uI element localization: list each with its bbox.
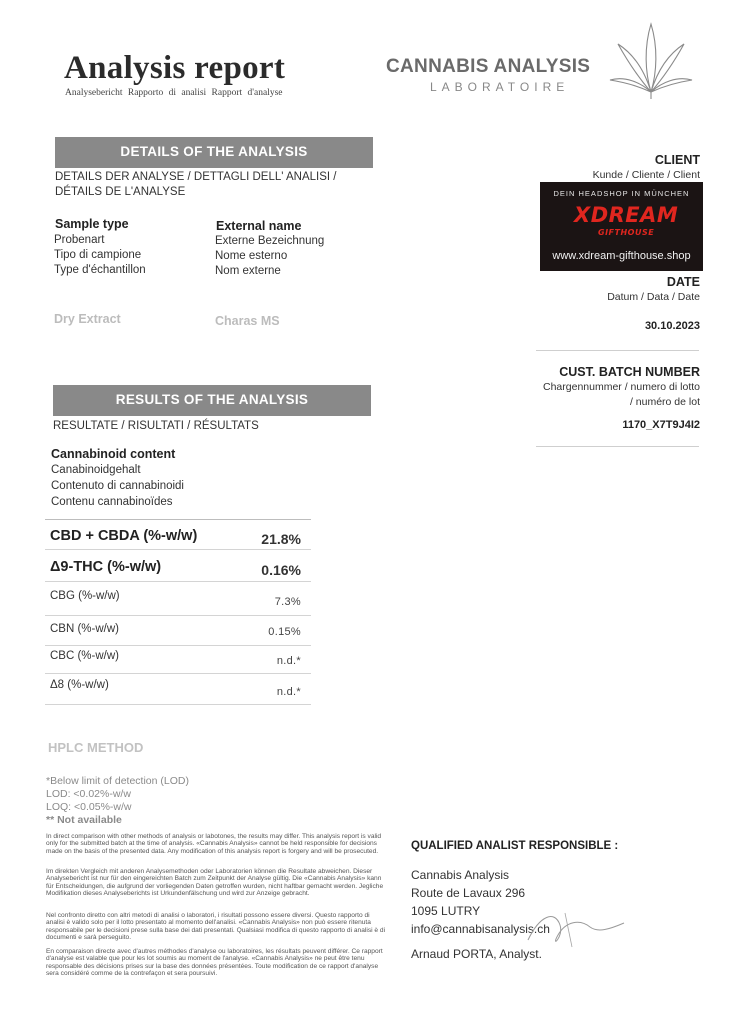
address-email: info@cannabisanalysis.ch [411,922,550,936]
batch-translation-1: Chargennummer / numero di lotto [543,381,700,393]
method-note: LOD: <0.02%-w/w [46,788,131,800]
cannabis-leaf-icon [608,22,694,100]
ad-logo-sub: GIFTHOUSE [598,228,655,237]
result-row-cbg [45,582,311,616]
divider [536,350,699,351]
details-section-header: DETAILS OF THE ANALYSIS [55,137,373,168]
results-translation-line: RESULTATE / RISULTATI / RÉSULTATS [53,420,259,432]
result-row-cbn [45,616,311,646]
address-line: Cannabis Analysis [411,868,510,882]
disclaimer-de: Im direkten Vergleich mit anderen Analysemethoden oder Laboratorien können die Resultate abweichen. Dieser Analysebericht ist nur für den eingereichten Batch zum Zeitpunkt der Analyse gültig. Die «Cannabis Analysis» kann für Entscheidungen, die aufgrund der vorliegenden Daten getroffen wurden, nicht haftbar gemacht werden. Jegliche Modifikation dieses Analyseberichts ist Urkundenfälschung und wird zur Anzeige gebracht. [46,868,384,898]
disclaimer-it: Nel confronto diretto con altri metodi di analisi o laboratori, i risultati possono essere diversi. Questo rapporto di analisi è valido solo per il lotto presentato al momento dell'analisi. «Cannabis Analysis» non può essere ritenuta responsabile per le decisioni prese sulla base dei dati presentati. Qualsiasi modifica di questo rapporto di analisi è di documenti e sarà perseguito. [46,912,386,942]
cannabinoid-translation: Contenu cannabinoïdes [51,496,173,508]
result-row-delta8 [45,674,311,705]
cannabinoid-label: Cannabinoid content [51,447,176,461]
sample-type-translation: Probenart [54,234,105,246]
divider [536,446,699,447]
client-translations: Kunde / Cliente / Client [592,169,700,181]
client-advertisement [540,182,703,271]
result-value: 21.8% [261,531,301,547]
responsible-heading: QUALIFIED ANALIST RESPONSIBLE : [411,840,619,852]
batch-translation-2: / numéro de lot [629,396,700,408]
method-note: LOQ: <0.05%-w/w [46,801,132,813]
external-name-translation: Externe Bezeichnung [215,235,325,247]
analyst-name: Arnaud PORTA, Analyst. [411,947,542,961]
method-title: HPLC METHOD [48,740,144,755]
page-subtitle: Analysebericht Rapporto di analisi Rapport d'analyse [65,88,283,98]
result-name: CBN (%-w/w) [50,623,119,635]
sample-type-value: Dry Extract [54,312,121,326]
result-value: 0.15% [268,626,301,638]
sample-type-label: Sample type [55,217,129,231]
details-translation-line-1: DETAILS DER ANALYSE / DETTAGLI DELL' ANALISI / [55,171,337,183]
batch-label: CUST. BATCH NUMBER [559,365,700,379]
result-value: n.d.* [276,655,301,667]
result-name: CBD + CBDA (%-w/w) [50,528,198,544]
external-name-translation: Nome esterno [215,250,288,262]
cannabinoid-translation: Contenuto di cannabinoidi [51,480,184,492]
result-row-cbc [45,646,311,674]
page-title: Analysis report [64,50,286,86]
brand-subtitle: LABORATOIRE [430,80,570,94]
date-translations: Datum / Data / Date [607,291,700,303]
method-note: ** Not available [46,814,122,826]
external-name-translation: Nom externe [215,265,281,277]
result-value: 7.3% [274,596,301,608]
client-label: CLIENT [654,153,700,167]
result-name: Δ9-THC (%-w/w) [50,559,162,575]
details-translation-line-2: DÉTAILS DE L'ANALYSE [55,186,186,198]
external-name-value: Charas MS [215,314,280,328]
result-name: CBC (%-w/w) [50,650,119,662]
external-name-label: External name [216,219,302,233]
brand-name: CANNABIS ANALYSIS [386,56,591,77]
result-value: n.d.* [276,686,301,698]
date-value: 30.10.2023 [644,320,700,332]
method-note: *Below limit of detection (LOD) [46,775,189,787]
sample-type-translation: Type d'échantillon [54,264,146,276]
results-section-header: RESULTS OF THE ANALYSIS [53,385,371,416]
result-row-cbd [45,520,311,550]
disclaimer-en: In direct comparison with other methods of analysis or labotones, the results may differ. This analysis report is valid only for the submitted batch at the time of analysis. «Cannabis Analysis» cannot be held responsible for decisions made on the basis of the presented data. Any modification of this analysis report is forgery and will be prosecuted. [46,833,382,855]
address-line: Route de Lavaux 296 [411,886,526,900]
ad-tagline: DEIN HEADSHOP IN MÜNCHEN [553,189,690,198]
address-line: 1095 LUTRY [411,904,481,918]
result-value: 0.16% [261,562,301,578]
ad-url: www.xdream-gifthouse.shop [552,250,691,262]
date-label: DATE [666,275,700,289]
sample-type-translation: Tipo di campione [54,249,142,261]
cannabinoid-translation: Canabinoidgehalt [51,464,141,476]
result-row-thc [45,550,311,582]
result-name: Δ8 (%-w/w) [50,679,109,691]
ad-logo-main: XDREAM [574,203,679,227]
disclaimer-fr: En comparaison directe avec d'autres méthodes d'analyse ou laboratoires, les résultats peuvent différer. Ce rapport d'analyse est valable que pour les lot soumis au moment de l'analyse. «Cannabis Analysis» ne peut être tenu responsable des décisions prises sur la base des données présentées. Toute modification de ce rapport d'analyse sera considéré comme de la contrefaçon et sera poursuivi. [46,948,383,978]
result-name: CBG (%-w/w) [50,590,120,602]
batch-value: 1170_X7T9J4I2 [622,419,700,431]
